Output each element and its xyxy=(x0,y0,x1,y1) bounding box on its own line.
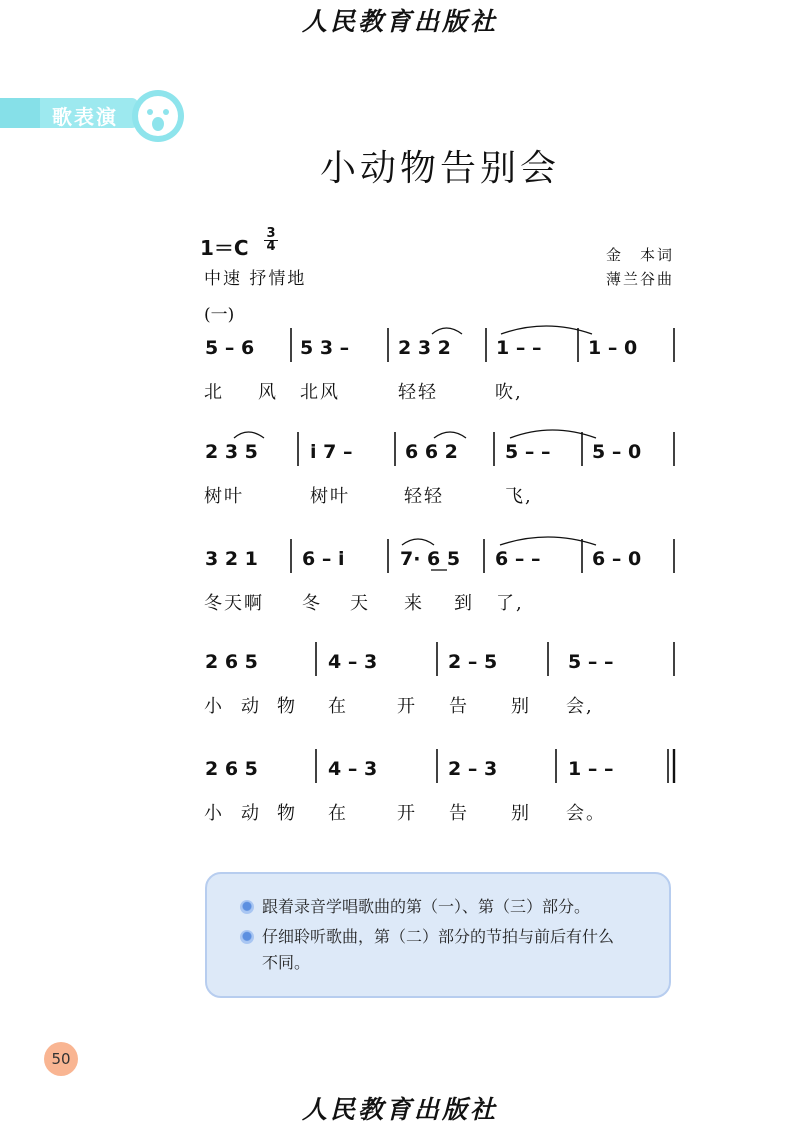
part-label: (一) xyxy=(204,305,235,325)
measure: 6 – i xyxy=(302,548,345,570)
lyric: 告 xyxy=(449,803,469,824)
bullet-icon xyxy=(240,930,254,944)
lyric: 北 xyxy=(204,382,224,403)
measure: 2 6 5 xyxy=(205,758,258,780)
lyric: 树叶 xyxy=(204,486,244,507)
lyric: 动 xyxy=(241,803,261,824)
measure: 1 – – xyxy=(496,337,542,359)
song-title: 小动物告别会 xyxy=(319,148,560,189)
measure: 5 – 0 xyxy=(592,441,642,463)
measure: 5 – 6 xyxy=(205,337,255,359)
lyric: 北风 xyxy=(300,382,340,403)
section-label: 歌表演 xyxy=(52,105,118,129)
score-row-3 xyxy=(205,548,641,570)
measure: 6 – 0 xyxy=(592,548,642,570)
lyric: 冬天啊 xyxy=(204,593,264,614)
lyric: 轻轻 xyxy=(398,382,438,403)
measure: 2 6 5 xyxy=(205,651,258,673)
measure: 4 – 3 xyxy=(328,758,378,780)
lyricist-credit: 金 本词 xyxy=(605,246,674,264)
lyric: 物 xyxy=(277,803,297,824)
lyric: 风 xyxy=(258,382,278,403)
score-row-4 xyxy=(205,651,613,673)
lyric: 会, xyxy=(566,696,594,717)
composer-credit: 薄兰谷曲 xyxy=(605,270,674,288)
measure: 3 2 1 xyxy=(205,548,258,570)
bullet-icon xyxy=(240,900,254,914)
exercise-item-2: 仔细聆听歌曲，第（二）部分的节拍与前后有什么 不同。 xyxy=(240,924,660,976)
measure: 5 – – xyxy=(568,651,614,673)
page-number: 50 xyxy=(44,1042,78,1076)
lyric: 轻轻 xyxy=(404,486,444,507)
measure: 2 – 3 xyxy=(448,758,498,780)
lyric: 树叶 xyxy=(310,486,350,507)
lyric: 别 xyxy=(511,696,531,717)
key-signature: 1＝C xyxy=(200,236,249,260)
measure: 4 – 3 xyxy=(328,651,378,673)
tempo-marking: 中速 抒情地 xyxy=(204,269,307,289)
lyric: 在 xyxy=(328,803,348,824)
time-signature-top: 3 xyxy=(266,226,276,241)
lyric: 冬 xyxy=(302,593,322,614)
measure: 2 3 5 xyxy=(205,441,258,463)
lyric: 小 xyxy=(204,696,224,717)
measure: 6 – – xyxy=(495,548,541,570)
time-signature-bottom: 4 xyxy=(266,239,276,254)
lyric: 吹, xyxy=(495,382,523,403)
score-row-2 xyxy=(205,441,641,463)
lyric: 别 xyxy=(511,803,531,824)
measure: 2 – 5 xyxy=(448,651,498,673)
measure: 1 – 0 xyxy=(588,337,638,359)
measure: 2 3 2 xyxy=(398,337,451,359)
lyric: 天 xyxy=(350,593,370,614)
measure: 1 – – xyxy=(568,758,614,780)
lyric: 到 xyxy=(454,593,474,614)
lyric: 告 xyxy=(449,696,469,717)
lyric: 动 xyxy=(241,696,261,717)
lyric: 开 xyxy=(397,696,417,717)
measure: 5 3 – xyxy=(300,337,350,359)
publisher-header: 人民教育出版社 xyxy=(301,7,498,36)
score-row-1 xyxy=(205,337,637,359)
lyric: 会。 xyxy=(566,803,606,824)
lyric: 小 xyxy=(204,803,224,824)
measure: i 7 – xyxy=(310,441,353,463)
lyric: 飞, xyxy=(505,486,533,507)
lyric: 物 xyxy=(277,696,297,717)
lyric: 在 xyxy=(328,696,348,717)
publisher-footer: 人民教育出版社 xyxy=(301,1095,498,1124)
measure: 7· 6 5 xyxy=(400,548,461,570)
score-row-5 xyxy=(205,758,613,780)
exercise-item-1: 跟着录音学唱歌曲的第（一）、第（三）部分。 xyxy=(240,894,660,920)
measure: 5 – – xyxy=(505,441,551,463)
lyric: 开 xyxy=(397,803,417,824)
measure: 6 6 2 xyxy=(405,441,458,463)
lyric: 了, xyxy=(496,593,524,614)
lyric: 来 xyxy=(404,593,424,614)
